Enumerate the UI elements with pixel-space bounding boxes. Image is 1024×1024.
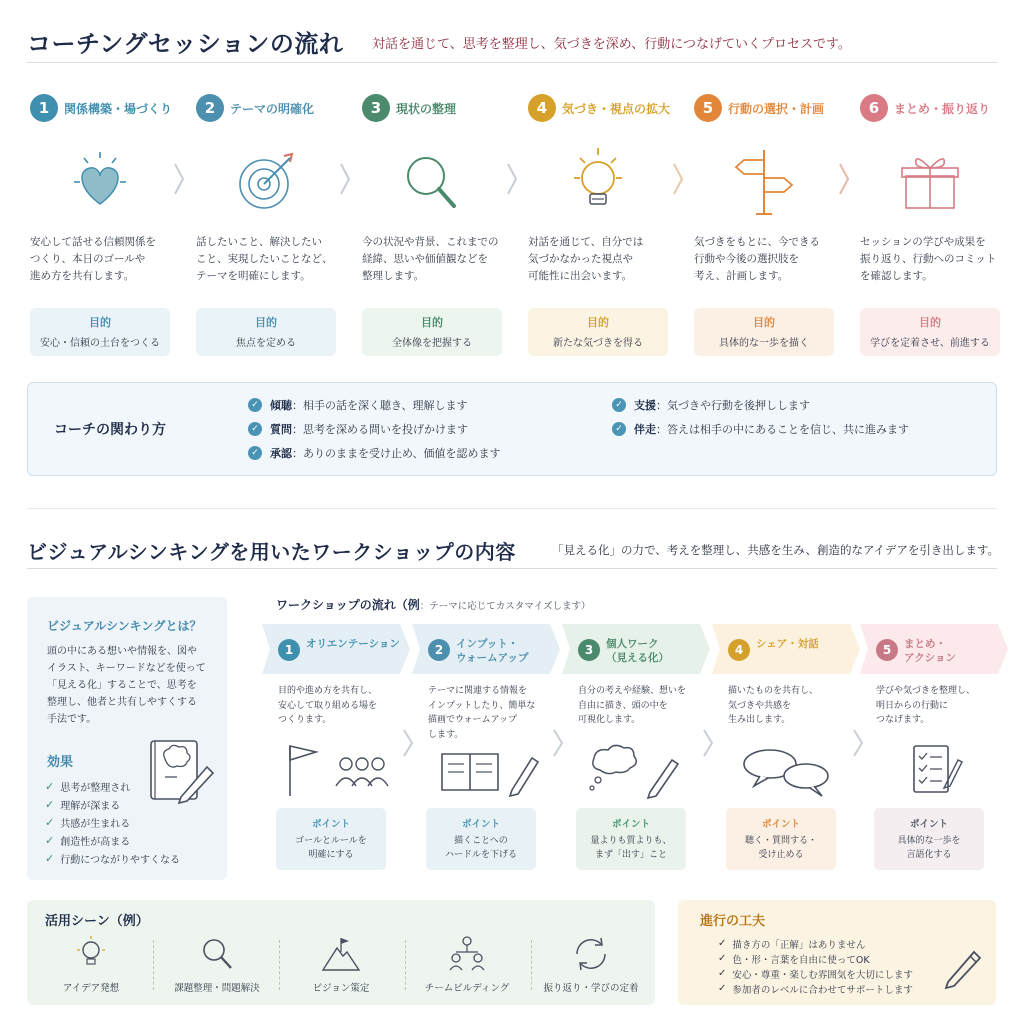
- workshop-step-description: テーマに関連する情報を インプットしたり、簡単な 描画でウォームアップ します。: [428, 686, 536, 740]
- step-5: [694, 92, 836, 349]
- tip-item: [718, 966, 913, 981]
- workshop-step-description: 目的や進め方を共有し、 安心して取り組める場を つくります。: [278, 686, 378, 725]
- check-icon: ✓: [45, 797, 55, 811]
- workshop-step-5: [860, 624, 1008, 880]
- coach-item: [248, 397, 468, 413]
- step-header: [694, 92, 836, 124]
- step-goal: [694, 308, 834, 356]
- tip-text: 参加者のレベルに合わせてサポートします: [732, 984, 913, 996]
- chevron-right-icon: [505, 162, 519, 196]
- check-icon: ✓: [718, 983, 727, 994]
- point-text: 聴く・質問する・ 受け止める: [744, 836, 817, 860]
- visual-thinking-title: ビジュアルシンキングとは？: [47, 619, 202, 633]
- coach-item: [248, 445, 501, 461]
- step-number: 6: [860, 94, 888, 122]
- tip-item: [718, 936, 913, 951]
- divider: [27, 62, 997, 63]
- workshop-step-title: まとめ・ アクション: [904, 638, 956, 664]
- point-label: ポイント: [611, 819, 650, 830]
- facilitation-tips-title: 進行の工夫: [700, 914, 766, 929]
- workshop-step-title: オリエンテーション: [306, 638, 400, 650]
- check-icon: ✓: [45, 815, 55, 829]
- workshop-flow-title: [276, 596, 590, 613]
- coach-text: ：思考を深める問いを投げかけます: [292, 423, 468, 436]
- step-number: 5: [694, 94, 722, 122]
- workshop-step-number: 5: [876, 639, 898, 661]
- workshop-flow-note: ：テーマに応じてカスタマイズします）: [419, 601, 591, 612]
- step-description: 安心して話せる信頼関係を つくり、本日のゴールや 進め方を共有します。: [30, 236, 156, 282]
- check-icon: ✓: [248, 446, 262, 460]
- effects-title: 効果: [47, 755, 74, 770]
- scene-problem-solving: [155, 934, 279, 998]
- point-text: ゴールとルールを 明確にする: [295, 836, 367, 860]
- coach-text: ：相手の話を深く聴き、理解します: [292, 399, 468, 412]
- coach-term: 支援: [634, 399, 656, 412]
- goal-label: 目的: [255, 316, 277, 329]
- lightbulb-icon: [69, 934, 113, 974]
- lightbulb-icon: [558, 142, 638, 222]
- coach-approach-box: [27, 382, 997, 476]
- cycle-icon: [569, 934, 613, 974]
- effect-item: [45, 849, 180, 867]
- step-title: 気づき・視点の拡大: [562, 101, 671, 116]
- goal-text: 学びを定着させ、前進する: [870, 338, 990, 349]
- goal-text: 安心・信頼の土台をつくる: [40, 338, 160, 349]
- workshop-step-title: インプット・ ウォームアップ: [456, 638, 529, 664]
- tip-text: 色・形・言葉を自由に使ってOK: [732, 954, 870, 966]
- target-icon: [226, 142, 306, 222]
- effect-item: [45, 813, 180, 831]
- scene-label: 課題整理・問題解決: [174, 983, 260, 994]
- step-2: [196, 92, 338, 349]
- heart-icon: [60, 142, 140, 222]
- tips-list: [718, 936, 913, 996]
- workshop-step-title: シェア・対話: [756, 638, 819, 650]
- signpost-icon: [724, 142, 804, 222]
- chevron-right-icon: [671, 162, 685, 196]
- scene-label: アイデア発想: [62, 983, 120, 994]
- step-header: [528, 92, 670, 124]
- visual-thinking-desc: 頭の中にある想いや情報を、図や イラスト、キーワードなどを使って 「見える化」することで、思考を 整理し、他者と共有しやすくする 手法です。: [47, 646, 206, 725]
- workshop-step-4: [712, 624, 860, 880]
- divider: [27, 568, 997, 569]
- step-description: 今の状況や背景、これまでの 経緯、思いや価値観などを 整理します。: [362, 236, 499, 282]
- workshop-point: [576, 808, 686, 870]
- mountain-flag-icon: [319, 934, 363, 974]
- check-icon: ✓: [45, 779, 55, 793]
- workshop-step-number: 3: [578, 639, 600, 661]
- goal-text: 新たな気づきを得る: [553, 338, 643, 349]
- goal-label: 目的: [753, 316, 775, 329]
- coach-text: ：気づきや行動を後押しします: [656, 399, 810, 412]
- team-icon: [445, 934, 489, 974]
- goal-text: 具体的な一歩を描く: [719, 338, 809, 349]
- visual-thinking-box: [27, 597, 227, 880]
- step-title: テーマの明確化: [230, 101, 315, 116]
- point-text: 量よりも質よりも、 まず「出す」こと: [590, 836, 672, 860]
- point-text: 描くことへの ハードルを下げる: [444, 836, 517, 860]
- step-6: [860, 92, 1002, 349]
- magnifier-icon: [195, 934, 239, 974]
- workshop-step-number: 1: [278, 639, 300, 661]
- workshop-step-1: [262, 624, 410, 880]
- workshop-step-2: [412, 624, 560, 880]
- goal-text: 全体像を把握する: [392, 338, 472, 349]
- chevron-right-icon: [172, 162, 186, 196]
- step-number: 1: [30, 94, 58, 122]
- step-number: 4: [528, 94, 556, 122]
- step-number: 3: [362, 94, 390, 122]
- workshop-step-number: 4: [728, 639, 750, 661]
- scene-vision: [279, 934, 403, 998]
- effect-text: 思考が整理され: [60, 782, 131, 794]
- chevron-right-icon: [338, 162, 352, 196]
- workshop-flow-heading: ワークショップの流れ（例: [276, 598, 420, 612]
- tip-item: [718, 981, 913, 996]
- effect-text: 創造性が高まる: [60, 836, 131, 848]
- coach-text: ：答えは相手の中にあることを信じ、共に進みます: [656, 423, 909, 436]
- effect-item: [45, 831, 180, 849]
- checklist-icon: [874, 740, 994, 800]
- tip-text: 描き方の「正解」はありません: [732, 939, 866, 951]
- point-label: ポイント: [909, 819, 948, 830]
- divider: [27, 508, 997, 509]
- step-title: まとめ・振り返り: [894, 101, 991, 116]
- step-header: [30, 92, 172, 124]
- coach-text: ：ありのままを受け止め、価値を認めます: [292, 447, 501, 460]
- scene-reflection: [529, 934, 653, 998]
- step-4: [528, 92, 671, 349]
- point-text: 具体的な一歩を 言語化する: [897, 836, 961, 860]
- section1-subtitle: 対話を通じて、思考を整理し、気づきを深め、行動につなげていくプロセスです。: [372, 37, 851, 52]
- step-description: セッションの学びや成果を 振り返り、行動へのコミット を確認します。: [860, 236, 997, 282]
- step-title: 行動の選択・計画: [728, 101, 825, 116]
- section2-title: ビジュアルシンキングを用いたワークショップの内容: [27, 540, 516, 564]
- pencil-icon: [940, 944, 986, 990]
- point-label: ポイント: [461, 819, 500, 830]
- flag-people-icon: [276, 740, 396, 800]
- workshop-step-3: [562, 624, 710, 880]
- coach-term: 伴走: [634, 423, 656, 436]
- coach-item: [248, 421, 468, 437]
- effect-text: 行動につながりやすくなる: [60, 854, 181, 866]
- workshop-point: [874, 808, 984, 870]
- magnifier-icon: [392, 142, 472, 222]
- workshop-point: [726, 808, 836, 870]
- usage-scenes-title: 活用シーン（例）: [45, 914, 149, 929]
- scene-idea: [29, 934, 153, 998]
- scene-label: チームビルディング: [424, 983, 510, 994]
- goal-text: 焦点を定める: [236, 338, 296, 349]
- workshop-step-description: 学びや気づきを整理し、 明日からの行動に つなげます。: [876, 686, 976, 725]
- goal-label: 目的: [421, 316, 443, 329]
- facilitation-tips-box: [678, 900, 996, 1005]
- book-pen-icon: [426, 740, 546, 800]
- check-icon: ✓: [248, 422, 262, 436]
- step-goal: [860, 308, 1000, 356]
- workshop-step-number: 2: [428, 639, 450, 661]
- coach-term: 承認: [270, 447, 292, 460]
- step-3: [362, 92, 504, 349]
- check-icon: ✓: [718, 938, 727, 949]
- step-goal: [362, 308, 502, 356]
- check-icon: ✓: [612, 422, 626, 436]
- step-title: 現状の整理: [396, 101, 457, 116]
- point-label: ポイント: [311, 819, 350, 830]
- step-title: 関係構築・場づくり: [64, 101, 173, 116]
- goal-label: 目的: [587, 316, 609, 329]
- step-header: [860, 92, 1002, 124]
- divider: [153, 940, 154, 990]
- check-icon: ✓: [45, 833, 55, 847]
- workshop-step-description: 自分の考えや経験、想いを 自由に描き、頭の中を 可視化します。: [578, 686, 687, 725]
- section1-title: コーチングセッションの流れ: [27, 30, 344, 58]
- step-description: 対話を通じて、自分では 気づかなかった視点や 可能性に出会います。: [528, 236, 644, 282]
- goal-label: 目的: [919, 316, 941, 329]
- tip-item: [718, 951, 913, 966]
- check-icon: ✓: [248, 398, 262, 412]
- gift-icon: [890, 142, 970, 222]
- effect-text: 理解が深まる: [60, 800, 121, 812]
- tip-text: 安心・尊重・楽しむ雰囲気を大切にします: [732, 969, 913, 981]
- thought-pencil-icon: [576, 740, 696, 800]
- step-goal: [528, 308, 668, 356]
- goal-label: 目的: [89, 316, 111, 329]
- workshop-point: [426, 808, 536, 870]
- step-header: [362, 92, 504, 124]
- workshop-point: [276, 808, 386, 870]
- step-description: 気づきをもとに、今できる 行動や今後の選択肢を 考え、計画します。: [694, 236, 820, 282]
- coach-approach-title: コーチの関わり方: [54, 422, 166, 438]
- scene-label: 振り返り・学びの定着: [543, 983, 639, 994]
- usage-scenes-box: [27, 900, 655, 1005]
- step-number: 2: [196, 94, 224, 122]
- chevron-right-icon: [837, 162, 851, 196]
- coach-item: [612, 397, 810, 413]
- check-icon: ✓: [612, 398, 626, 412]
- workshop-step-title: 個人ワーク （見える化）: [606, 638, 669, 664]
- workshop-step-description: 描いたものを共有し、 気づきや共感を 生み出します。: [728, 686, 819, 725]
- speech-bubbles-icon: [726, 740, 846, 800]
- point-label: ポイント: [761, 819, 800, 830]
- coach-term: 傾聴: [270, 399, 292, 412]
- check-icon: ✓: [718, 953, 727, 964]
- section2-subtitle: 「見える化」の力で、考えを整理し、共感を生み、創造的なアイデアを引き出します。: [552, 543, 1000, 557]
- coach-term: 質問: [270, 423, 292, 436]
- step-description: 話したいこと、解決したい こと、実現したいことなど、 テーマを明確にします。: [196, 236, 333, 282]
- effect-text: 共感が生まれる: [60, 818, 131, 830]
- step-1: [30, 92, 173, 349]
- check-icon: ✓: [45, 851, 55, 865]
- step-goal: [196, 308, 336, 356]
- scene-label: ビジョン策定: [312, 983, 370, 994]
- scene-team-building: [405, 934, 529, 998]
- check-icon: ✓: [718, 968, 727, 979]
- step-header: [196, 92, 338, 124]
- step-goal: [30, 308, 170, 356]
- notebook-pen-icon: [145, 737, 217, 809]
- coach-item: [612, 421, 909, 437]
